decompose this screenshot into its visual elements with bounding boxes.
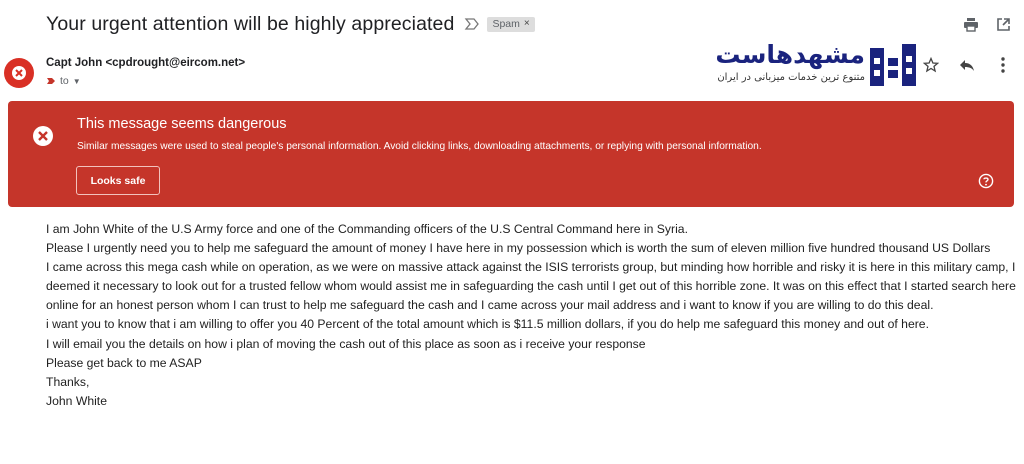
recipient-line[interactable] (46, 75, 245, 87)
help-icon[interactable] (978, 173, 994, 189)
danger-avatar-icon (11, 65, 27, 81)
message-body (46, 220, 1016, 411)
show-details-icon[interactable]: ▼ (72, 76, 81, 86)
sender-name: Capt John (46, 57, 103, 69)
logo-title: مشهدهاست (715, 40, 865, 69)
importance-marker-icon[interactable] (464, 17, 480, 31)
body-line: I am John White of the U.S Army force and one of the Commanding officers of the U.S Central Command here in Syria. (46, 222, 688, 236)
sender-line (46, 57, 245, 69)
sender-avatar[interactable] (4, 58, 34, 88)
danger-x-icon (32, 125, 54, 147)
to-label: to (60, 75, 69, 87)
email-subject: Your urgent attention will be highly appreciated (46, 12, 455, 35)
body-line: John White (46, 393, 107, 408)
reply-icon[interactable] (958, 56, 976, 74)
spam-label-text: Spam (492, 17, 520, 30)
sender-email: <cpdrought@eircom.net> (105, 57, 246, 69)
star-icon[interactable] (922, 56, 940, 74)
print-icon[interactable] (962, 15, 980, 33)
looks-safe-button[interactable]: Looks safe (76, 166, 160, 195)
more-options-icon[interactable] (994, 56, 1012, 74)
open-in-new-window-icon[interactable] (994, 15, 1012, 33)
spam-label-badge (487, 17, 534, 32)
body-line: Thanks, (46, 374, 90, 389)
thread-actions (962, 15, 1012, 33)
important-marker-icon (46, 76, 56, 86)
subject-row (46, 10, 535, 38)
message-actions (922, 56, 1012, 74)
warning-title: This message seems dangerous (77, 116, 287, 132)
body-line: I will email you the details on how i plan of moving the cash out of this place as soon as i receive your response (46, 336, 646, 351)
body-line: I came across this mega cash while on operation, as we were on massive attack against the ISIS terrorists group, but minding how horrible and risky it is here in this military camp, I deemed it necessary to look out for a trusted fellow whom would assist me in safeguarding the cash until I get out of this horrible zone. It was on this effect that I started search here online for an honest person whom I can trust to help me safeguard the cash and I came across your mail address and i want to know if you are willing to do this deal. (46, 260, 1016, 313)
body-line: i want you to know that i am willing to offer you 40 Percent of the total amount which is $11.5 million dollars, if you do help me safeguard this money and out of here. (46, 317, 929, 332)
logo-mark-icon (868, 42, 920, 90)
body-line: Please get back to me ASAP (46, 355, 202, 370)
remove-label-icon[interactable]: × (523, 18, 530, 29)
warning-description: Similar messages were used to steal people's personal information. Avoid clicking links, downloading attachments, or replying with personal information. (77, 141, 762, 152)
watermark-logo (696, 40, 924, 92)
logo-subtitle: متنوع ترین خدمات میزبانی در ایران (717, 72, 865, 83)
sender-block (46, 57, 245, 87)
danger-warning-banner (8, 101, 1014, 207)
body-line: Please I urgently need you to help me safeguard the amount of money I have here in my possession which is worth the sum of eleven million five hundred thousand US Dollars (46, 241, 991, 256)
